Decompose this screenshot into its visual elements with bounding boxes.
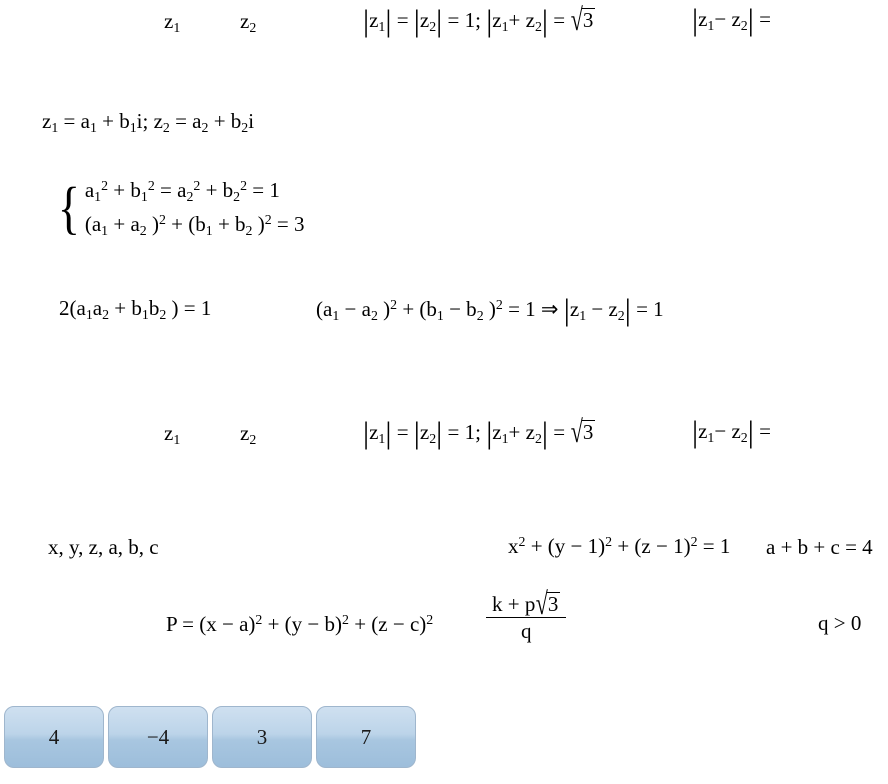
line2-modulus-condition: $|z_1| = |z_2| = 1$; $|z_1+ z_2| = √3$	[363, 413, 594, 450]
imaginary-unit: i;	[136, 109, 149, 133]
subscript-2: 2	[534, 430, 542, 446]
exponent-2: 2	[158, 211, 166, 227]
step-left-expression: $2(a_1a_2 + b_1b_2$ ) = 1	[59, 296, 212, 322]
subscript-2: 2	[249, 431, 257, 447]
equation-system	[55, 175, 305, 241]
abs-bar: |	[541, 3, 548, 38]
abs-bar: |	[413, 415, 420, 450]
subscript-2: 2	[740, 17, 748, 33]
abs-bar: |	[385, 415, 392, 450]
abs-bar: |	[363, 3, 370, 38]
abs-bar: |	[436, 415, 443, 450]
subscript-2: 2	[249, 19, 257, 35]
step-right-expression: ($a_1 - a_2$ )$^2 + (b_1 - b_2$ )$^2$ = 1 ⇒ $|z_1 - z_2| = 1$	[316, 292, 664, 327]
subscript-2: 2	[534, 18, 542, 34]
equals-sign: =	[553, 8, 566, 32]
answer-label: 7	[360, 724, 372, 749]
abs-bar: |	[747, 414, 754, 449]
abs-bar: |	[692, 2, 699, 37]
subscript-1: 1	[173, 19, 181, 35]
fraction-numerator	[486, 585, 566, 622]
abs-bar: |	[413, 3, 420, 38]
left-brace: {	[57, 175, 81, 241]
equals-one: = 1;	[447, 8, 481, 32]
subscript-1: 1	[378, 18, 386, 34]
abs-bar: |	[541, 415, 548, 450]
subscript-1: 1	[707, 17, 715, 33]
plus-b: + b	[213, 109, 242, 133]
equals-a: = a	[63, 109, 90, 133]
fraction-denominator: q	[520, 619, 532, 644]
minus-z: − z	[714, 419, 741, 443]
subscript-1: 1	[378, 430, 386, 446]
exponent-2: 2	[518, 534, 526, 549]
exponent-2: 2	[147, 178, 155, 194]
symbol-z: z	[164, 9, 174, 33]
exponent-2: 2	[690, 534, 698, 549]
answer-option-2[interactable]	[108, 706, 208, 768]
symbol-z: z	[42, 109, 52, 133]
abc-sum-equation: a + b + c = 4	[766, 535, 873, 559]
subscript-1: 1	[85, 306, 93, 322]
equals-sign: =	[553, 420, 566, 444]
subscript-1: 1	[579, 307, 587, 323]
symbol-z: z	[240, 421, 250, 445]
subscript-1: 1	[94, 188, 102, 204]
subscript-1: 1	[101, 222, 109, 238]
symbol-z: z	[698, 7, 708, 31]
subscript-2: 2	[429, 430, 437, 446]
subscript-1: 1	[332, 307, 340, 323]
equals-one: = 1;	[447, 420, 481, 444]
abs-bar: |	[486, 3, 493, 38]
subscript-2: 2	[370, 307, 378, 323]
exponent-2: 2	[240, 178, 248, 194]
answer-option-1[interactable]	[4, 706, 104, 768]
line1-difference-modulus	[692, 2, 771, 37]
system-rows	[85, 178, 305, 239]
symbol-z: z	[419, 8, 430, 32]
symbol-z: z	[369, 420, 379, 444]
square-root	[570, 1, 595, 38]
symbol-z: z	[153, 109, 163, 133]
subscript-1: 1	[89, 119, 97, 135]
subscript-1: 1	[173, 431, 181, 447]
subscript-1: 1	[436, 307, 444, 323]
line2-z2	[240, 422, 256, 447]
subscript-1: 1	[501, 18, 509, 34]
imaginary-unit: i	[248, 109, 255, 133]
exponent-2: 2	[426, 612, 434, 627]
line2-difference-modulus	[692, 414, 771, 449]
subscript-2: 2	[186, 188, 194, 204]
abs-bar: |	[363, 415, 370, 450]
subscript-2: 2	[429, 18, 437, 34]
radical-sign: √	[571, 1, 584, 38]
abs-bar: |	[563, 292, 570, 327]
symbol-z: z	[240, 9, 250, 33]
answer-option-4[interactable]	[316, 706, 416, 768]
square-root	[570, 413, 595, 450]
equals-a: = a	[175, 109, 202, 133]
subscript-2: 2	[201, 119, 209, 135]
subscript-2: 2	[740, 429, 748, 445]
abs-bar: |	[692, 414, 699, 449]
line1-z1	[164, 10, 180, 35]
radicand: 3	[582, 420, 594, 444]
plus-b: + b	[102, 109, 130, 133]
exponent-2: 2	[255, 612, 263, 627]
exponent-2: 2	[342, 612, 349, 627]
answer-label: −4	[146, 724, 170, 749]
radical-sign: √	[536, 585, 549, 622]
variable-list: x, y, z, a, b, c	[48, 535, 159, 559]
subscript-2: 2	[162, 119, 170, 135]
subscript-1: 1	[707, 429, 715, 445]
radicand: 3	[547, 592, 559, 616]
radicand: 3	[582, 8, 594, 32]
subscript-2: 2	[617, 307, 625, 323]
sphere-equation: $x^2 + (y - 1)^2 + (z - 1)^2 = 1$	[508, 533, 731, 558]
abs-bar: |	[747, 2, 754, 37]
answer-option-3[interactable]	[212, 706, 312, 768]
numerator-text: k + p	[492, 592, 536, 616]
subscript-1: 1	[205, 222, 213, 238]
subscript-1: 1	[141, 306, 149, 322]
equals-sign: =	[759, 7, 771, 31]
definition-line	[42, 110, 254, 135]
line1-z2	[240, 10, 256, 35]
abs-bar: |	[436, 3, 443, 38]
plus-z: + z	[508, 8, 535, 32]
subscript-2: 2	[245, 222, 253, 238]
subscript-1: 1	[51, 119, 59, 135]
subscript-2: 2	[102, 306, 110, 322]
answer-label: 4	[48, 724, 60, 749]
exponent-2: 2	[264, 211, 272, 227]
symbol-z: z	[698, 419, 708, 443]
abs-bar: |	[624, 292, 631, 327]
subscript-2: 2	[139, 222, 147, 238]
p-expression: $P = (x - a)^2 + (y - b)^2 + (z - c)^2$	[166, 611, 434, 636]
q-condition: q > 0	[818, 611, 862, 635]
line1-modulus-condition: $|z_1| = |z_2| = 1$; $|z_1+ z_2| = √3$	[363, 1, 594, 38]
square-root	[535, 585, 560, 622]
subscript-2: 2	[241, 119, 249, 135]
exponent-2: 2	[495, 297, 503, 312]
exponent-2: 2	[605, 534, 613, 549]
fraction-expression	[486, 585, 566, 644]
exponent-2: 2	[101, 178, 109, 194]
system-row-1: $a_1^2 + b_1^2 = a_2^2 + b_2^2 = 1$	[84, 178, 280, 204]
subscript-2: 2	[233, 188, 241, 204]
exponent-2: 2	[390, 297, 398, 312]
plus-z: + z	[508, 420, 535, 444]
subscript-1: 1	[501, 430, 509, 446]
symbol-z: z	[369, 8, 379, 32]
fraction	[486, 585, 566, 644]
symbol-z: z	[164, 421, 174, 445]
subscript-2: 2	[159, 306, 167, 322]
answer-options	[4, 706, 416, 768]
line2-z1	[164, 422, 180, 447]
system-row-2: ($a_1 + a_2$ )$^2 + (b_1 + b_2$ )$^2$ = 3	[84, 211, 305, 238]
subscript-1: 1	[129, 119, 137, 135]
abs-bar: |	[385, 3, 392, 38]
radical-sign: √	[571, 413, 584, 450]
subscript-1: 1	[140, 188, 148, 204]
abs-bar: |	[486, 415, 493, 450]
exponent-2: 2	[193, 178, 201, 194]
subscript-2: 2	[476, 307, 484, 323]
symbol-z: z	[419, 420, 430, 444]
answer-label: 3	[256, 724, 268, 749]
equals-sign: =	[759, 419, 771, 443]
minus-z: − z	[714, 7, 741, 31]
